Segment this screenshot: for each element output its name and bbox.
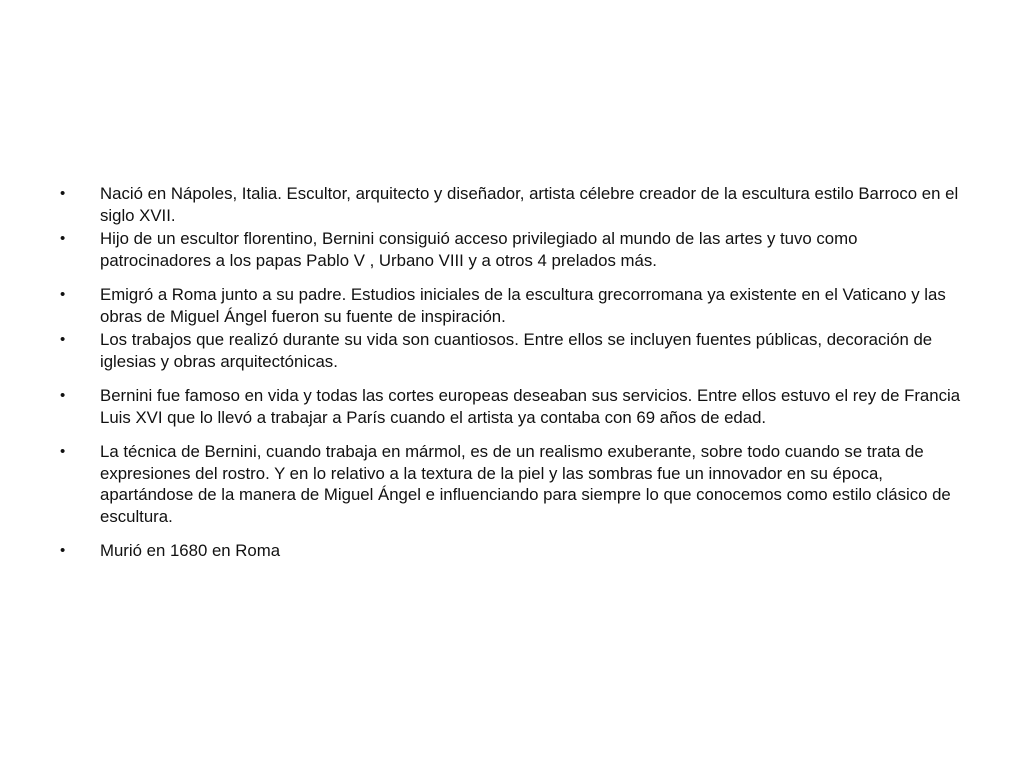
bullet-marker: • (60, 230, 66, 247)
bullet-item-1 (60, 183, 965, 226)
bullet-marker: • (60, 542, 66, 559)
bullet-item-7 (60, 540, 965, 562)
bullet-item-6 (60, 441, 965, 527)
bullet-text: Murió en 1680 en Roma (100, 541, 281, 560)
bullet-item-3 (60, 284, 965, 327)
bullet-list (60, 183, 965, 562)
bullet-text: Nació en Nápoles, Italia. Escultor, arquitecto y diseñador, artista célebre creador de la escultura estilo Barroco en el siglo XVII. (100, 184, 959, 225)
bullet-item-4 (60, 329, 965, 372)
bullet-marker: • (60, 185, 66, 202)
bullet-marker: • (60, 331, 66, 348)
bullet-text: Hijo de un escultor florentino, Bernini consiguió acceso privilegiado al mundo de las artes y tuvo como patrocinadores a los papas Pablo V , Urbano VIII y a otros 4 prelados más. (100, 229, 858, 270)
bullet-text: Los trabajos que realizó durante su vida son cuantiosos. Entre ellos se incluyen fuentes públicas, decoración de iglesias y obras arquitectónicas. (100, 330, 933, 371)
bullet-text: Bernini fue famoso en vida y todas las cortes europeas deseaban sus servicios. Entre ellos estuvo el rey de Francia Luis XVI que lo llevó a trabajar a París cuando el artista ya contaba con 69 años de edad. (100, 386, 961, 427)
bullet-text: Emigró a Roma junto a su padre. Estudios iniciales de la escultura grecorromana ya existente en el Vaticano y las obras de Miguel Ángel fueron su fuente de inspiración. (100, 285, 946, 326)
bullet-marker: • (60, 286, 66, 303)
bullet-item-2 (60, 228, 965, 271)
bullet-marker: • (60, 387, 66, 404)
bullet-marker: • (60, 443, 66, 460)
bullet-text: La técnica de Bernini, cuando trabaja en mármol, es de un realismo exuberante, sobre todo cuando se trata de expresiones del rostro. Y en lo relativo a la textura de la piel y las sombras fue un innovador en su época, apartándose de la manera de Miguel Ángel e influenciando para siempre lo que conocemos como estilo clásico de escultura. (100, 442, 951, 526)
bullet-item-5 (60, 385, 965, 428)
